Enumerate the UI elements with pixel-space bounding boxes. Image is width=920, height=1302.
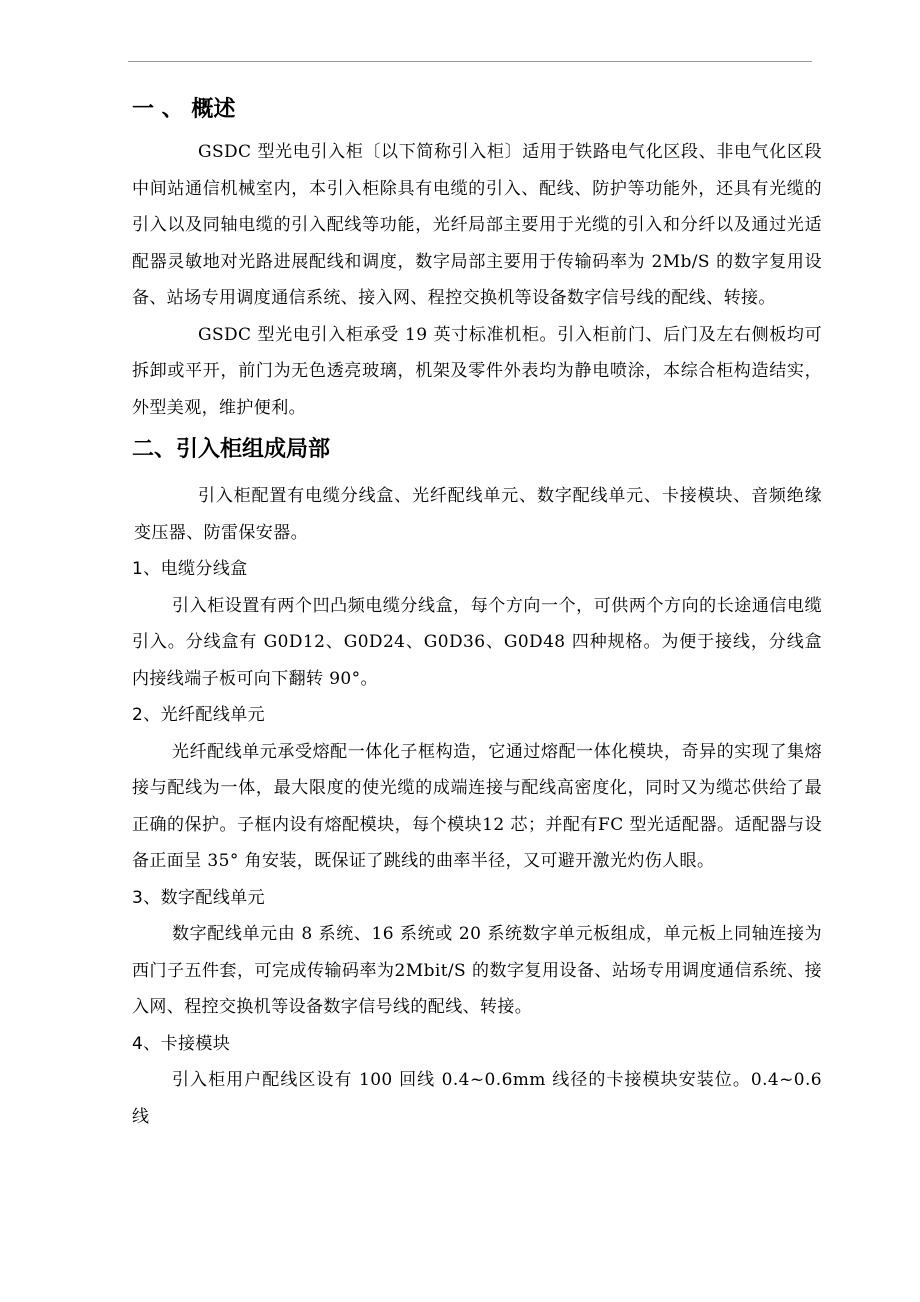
subsection-title-fiber-unit: 2、光纤配线单元	[132, 705, 266, 725]
subsection-title-clip-module: 4、卡接模块	[132, 1033, 231, 1054]
subsection-body-clip-module: 引入柜用户配线区设有 100 回线 0.4~0.6mm 线径的卡接模块安装位。0.4~0.6 线	[132, 1070, 822, 1127]
components-intro-paragraph: 引入柜配置有电缆分线盒、光纤配线单元、数字配线单元、卡接模块、音频绝缘变压器、防雷保安器。	[134, 486, 822, 543]
document-body	[132, 88, 822, 1135]
overview-paragraph-2: GSDC 型光电引入柜承受 19 英寸标准机柜。引入柜前门、后门及左右侧板均可拆卸或平开，前门为无色透亮玻璃，机架及零件外表均为静电喷涂，本综合柜构造结实，外型美观，维护便利。	[132, 324, 822, 418]
subsection-body-cable-box: 引入柜设置有两个凹凸频电缆分线盒，每个方向一个，可供两个方向的长途通信电缆引入。分线盒有 G0D12、G0D24、G0D36、G0D48 四种规格。为便于接线，分线盒内接线端子板可向下翻转 90°。	[132, 595, 822, 689]
subsection-title-digital-unit: 3、数字配线单元	[132, 887, 266, 908]
header-rule	[128, 61, 812, 62]
subsection-title-cable-box: 1、电缆分线盒	[132, 559, 248, 579]
section-heading-overview: 一 、 概述	[132, 97, 236, 122]
subsection-body-fiber-unit: 光纤配线单元承受熔配一体化子框构造，它通过熔配一体化模块，奇异的实现了集熔接与配线为一体，最大限度的使光缆的成端连接与配线高密度化，同时又为缆芯供给了最正确的保护。子框内设有熔配模块，每个模块12 芯；并配有FC 型光适配器。适配器与设备正面呈 35° 角安装，既保证了跳线的曲率半径，又可避开激光灼伤人眼。	[132, 741, 822, 871]
subsection-body-digital-unit: 数字配线单元由 8 系统、16 系统或 20 系统数字单元板组成，单元板上同轴连接为西门子五件套，可完成传输码率为2Mbit/S 的数字复用设备、站场专用调度通信系统、接入网、程控交换机等设备数字信号线的配线、转接。	[132, 924, 822, 1017]
section-heading-components: 二、引入柜组成局部	[132, 437, 331, 462]
overview-paragraph-1: GSDC 型光电引入柜〔以下简称引入柜〕适用于铁路电气化区段、非电气化区段中间站通信机械室内，本引入柜除具有电缆的引入、配线、防护等功能外，还具有光缆的引入以及同轴电缆的引入配线等功能，光纤局部主要用于光缆的引入和分纤以及通过光适配器灵敏地对光路进展配线和调度，数字局部主要用于传输码率为 2Mb/S 的数字复用设备、站场专用调度通信系统、接入网、程控交换机等设备数字信号线的配线、转接。	[132, 142, 822, 308]
